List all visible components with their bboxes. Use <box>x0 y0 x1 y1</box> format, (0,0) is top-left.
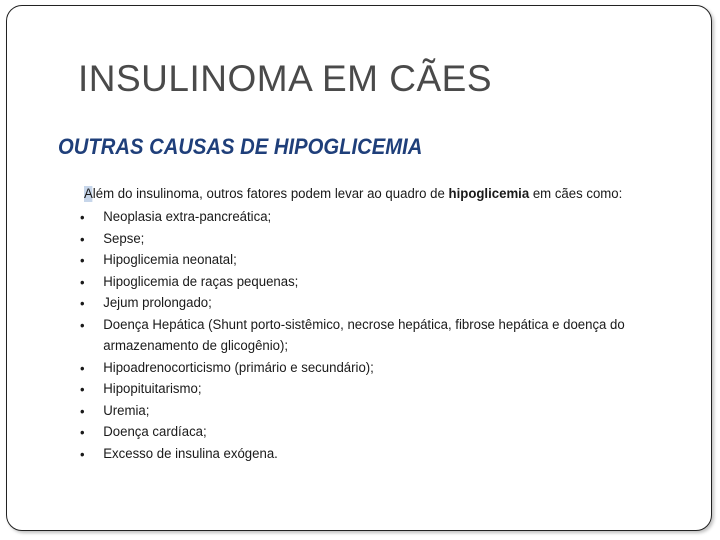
bullet-icon: • <box>80 273 85 290</box>
bullet-icon: • <box>80 359 85 376</box>
list-item <box>80 207 661 229</box>
list-item-text: Hipopituitarismo; <box>103 381 202 397</box>
bullet-icon: • <box>80 252 85 268</box>
bullet-icon: • <box>80 381 85 397</box>
intro-first-letter: A <box>84 186 93 202</box>
section-heading: OUTRAS CAUSAS DE HIPOGLICEMIA <box>58 134 423 159</box>
list-item-text: Neoplasia extra-pancreática; <box>103 209 272 225</box>
list-item <box>80 250 661 272</box>
list-item-text: Doença Hepática (Shunt porto-sistêmico, necrose hepática, fibrose hepática e doença do <box>103 316 625 333</box>
list-item-text: Jejum prolongado; <box>103 295 212 311</box>
list-item <box>80 358 661 380</box>
list-item <box>80 401 661 423</box>
intro-text-end: em cães como: <box>529 186 623 202</box>
bullet-icon: • <box>80 295 85 311</box>
list-item-text: Hipoadrenocorticismo (primário e secundário); <box>103 359 374 376</box>
list-item-text: Doença cardíaca; <box>103 424 207 440</box>
bullet-icon: • <box>80 445 85 462</box>
bullet-icon: • <box>80 424 85 440</box>
list-item <box>80 293 661 315</box>
list-item <box>80 379 661 401</box>
list-item <box>80 315 661 358</box>
bullet-icon: • <box>80 209 85 225</box>
list-item-text: Sepse; <box>103 230 145 247</box>
slide-title: INSULINOMA EM CÃES <box>78 58 493 99</box>
intro-paragraph <box>84 186 622 202</box>
causes-list <box>80 207 640 465</box>
bullet-icon: • <box>80 316 85 333</box>
list-item-text: Uremia; <box>103 402 150 419</box>
intro-text-start: lém do insulinoma, outros fatores podem levar ao quadro de <box>92 186 449 202</box>
bullet-icon: • <box>80 230 85 247</box>
list-item-text: Excesso de insulina exógena. <box>103 445 278 462</box>
list-item-text-continued: armazenamento de glicogênio); <box>103 338 289 354</box>
intro-bold-term: hipoglicemia <box>448 186 530 202</box>
list-item <box>80 272 661 294</box>
list-item <box>80 422 661 444</box>
list-item-text: Hipoglicemia de raças pequenas; <box>103 273 299 290</box>
list-item <box>80 444 661 466</box>
bullet-icon: • <box>80 402 85 419</box>
list-item <box>80 229 661 251</box>
list-item-text: Hipoglicemia neonatal; <box>103 252 237 268</box>
